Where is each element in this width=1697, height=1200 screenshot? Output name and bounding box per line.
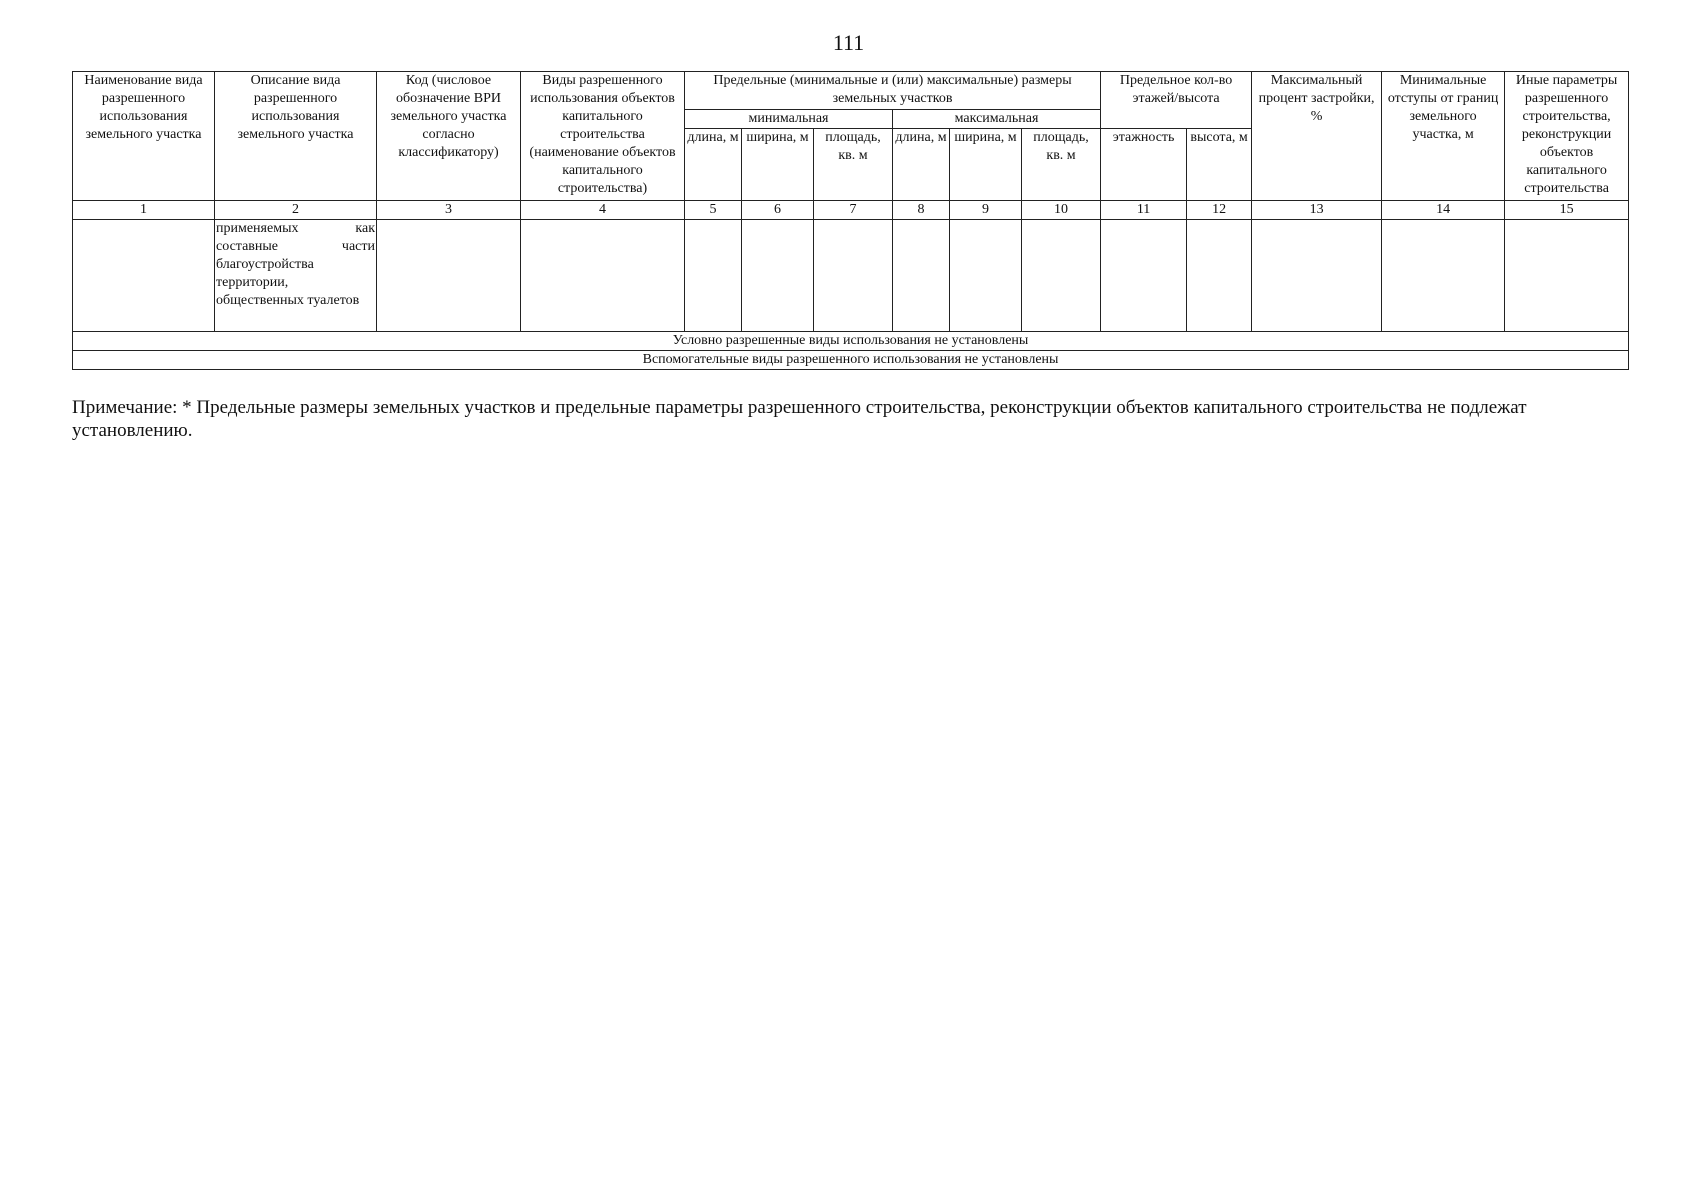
column-numbers-row bbox=[73, 201, 1629, 220]
table-cell bbox=[742, 220, 814, 332]
table-cell bbox=[1252, 220, 1382, 332]
column-number: 9 bbox=[950, 201, 1022, 220]
column-number: 4 bbox=[521, 201, 685, 220]
table-cell bbox=[950, 220, 1022, 332]
header-code: Код (числовое обозначение ВРИ земельного участка согласно классификатору) bbox=[377, 72, 521, 201]
header-land-use-description: Описание вида разрешенного использования земельного участка bbox=[215, 72, 377, 201]
header-other-parameters: Иные параметры разрешенного строительства, реконструкции объектов капитального строительства bbox=[1505, 72, 1629, 201]
header-plot-size-limits: Предельные (минимальные и (или) максимальные) размеры земельных участков bbox=[685, 72, 1101, 110]
header-min-area: площадь, кв. м bbox=[814, 129, 893, 201]
footnote: Примечание: * Предельные размеры земельных участков и предельные параметры разрешенного строительства, реконструкции объектов капитального строительства не подлежат установлению. bbox=[72, 397, 1527, 441]
column-number: 3 bbox=[377, 201, 521, 220]
column-number: 1 bbox=[73, 201, 215, 220]
column-number: 14 bbox=[1382, 201, 1505, 220]
column-number: 13 bbox=[1252, 201, 1382, 220]
column-number: 5 bbox=[685, 201, 742, 220]
column-number: 7 bbox=[814, 201, 893, 220]
header-min-setbacks: Минимальные отступы от границ земельного участка, м bbox=[1382, 72, 1505, 201]
table-cell bbox=[1022, 220, 1101, 332]
column-number: 6 bbox=[742, 201, 814, 220]
table-cell bbox=[814, 220, 893, 332]
header-floors-height: Предельное кол-во этажей/высота bbox=[1101, 72, 1252, 129]
table-cell bbox=[1505, 220, 1629, 332]
header-maximum: максимальная bbox=[893, 110, 1101, 129]
table-cell bbox=[1382, 220, 1505, 332]
header-minimum: минимальная bbox=[685, 110, 893, 129]
header-max-length: длина, м bbox=[893, 129, 950, 201]
table-cell bbox=[1187, 220, 1252, 332]
table-cell bbox=[73, 220, 215, 332]
header-min-width: ширина, м bbox=[742, 129, 814, 201]
table-cell bbox=[685, 220, 742, 332]
page-number: 111 bbox=[832, 30, 865, 55]
table-cell bbox=[1101, 220, 1187, 332]
header-building-use-types: Виды разрешенного использования объектов капитального строительства (наименование объектов капитального строительства) bbox=[521, 72, 685, 201]
conditional-uses-row: Условно разрешенные виды использования не установлены bbox=[73, 332, 1629, 351]
table-row bbox=[73, 220, 1629, 332]
column-number: 11 bbox=[1101, 201, 1187, 220]
column-number: 15 bbox=[1505, 201, 1629, 220]
column-number: 8 bbox=[893, 201, 950, 220]
auxiliary-uses-row: Вспомогательные виды разрешенного использования не установлены bbox=[73, 351, 1629, 370]
table-cell bbox=[893, 220, 950, 332]
table-cell bbox=[377, 220, 521, 332]
column-number: 2 bbox=[215, 201, 377, 220]
column-number: 10 bbox=[1022, 201, 1101, 220]
land-use-table bbox=[72, 71, 1629, 370]
header-height: высота, м bbox=[1187, 129, 1252, 201]
header-land-use-name: Наименование вида разрешенного использования земельного участка bbox=[73, 72, 215, 201]
header-max-width: ширина, м bbox=[950, 129, 1022, 201]
header-floors: этажность bbox=[1101, 129, 1187, 201]
column-number: 12 bbox=[1187, 201, 1252, 220]
header-min-length: длина, м bbox=[685, 129, 742, 201]
table-cell bbox=[521, 220, 685, 332]
header-max-area: площадь, кв. м bbox=[1022, 129, 1101, 201]
land-use-description-cell: применяемых как составные части благоустройства территории, общественных туалетов bbox=[215, 220, 377, 332]
header-max-coverage: Максимальный процент застройки, % bbox=[1252, 72, 1382, 201]
